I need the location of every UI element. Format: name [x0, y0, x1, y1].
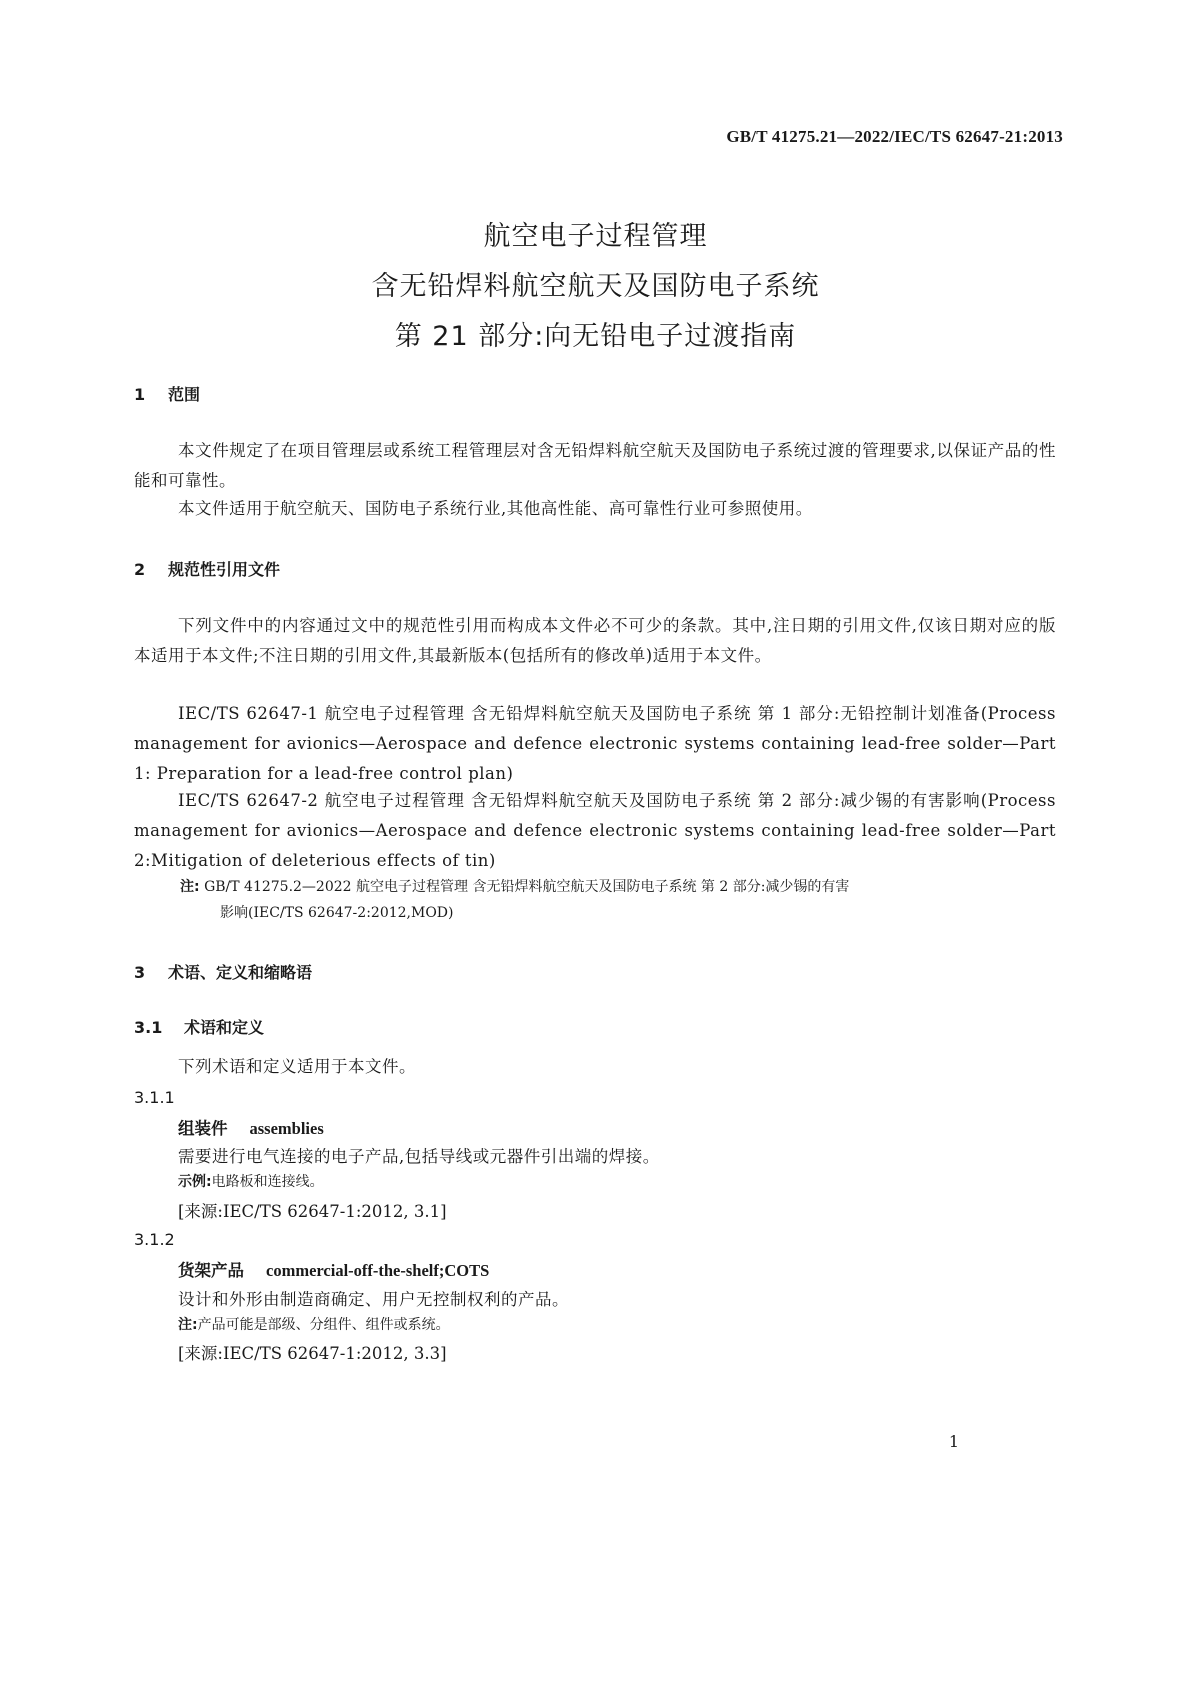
example-text: 电路板和连接线。	[211, 1174, 324, 1190]
terms-intro: 下列术语和定义适用于本文件。	[178, 1057, 416, 1076]
page-number: 1	[948, 1432, 959, 1451]
section-title: 规范性引用文件	[168, 560, 281, 579]
term-source: [来源:IEC/TS 62647-1:2012, 3.3]	[178, 1344, 447, 1363]
note-text-line-2: 影响(IEC/TS 62647-2:2012,MOD)	[220, 905, 454, 921]
term-english: assemblies	[249, 1119, 324, 1138]
section-number: 2	[134, 560, 146, 579]
term-number: 3.1.1	[134, 1088, 175, 1107]
note-text: 产品可能是部级、分组件、组件或系统。	[197, 1317, 450, 1333]
term-chinese: 组装件	[178, 1119, 228, 1138]
note-label: 注:	[178, 1317, 198, 1333]
title-line-3: 第 21 部分:向无铅电子过渡指南	[394, 321, 797, 352]
example-label: 示例:	[178, 1174, 212, 1190]
scope-paragraph-2: 本文件适用于航空航天、国防电子系统行业,其他高性能、高可靠性行业可参照使用。	[178, 499, 813, 518]
section-title: 术语、定义和缩略语	[168, 963, 313, 982]
section-number: 1	[134, 385, 146, 404]
reference-note	[180, 874, 1056, 926]
standard-code: GB/T 41275.21—2022/IEC/TS 62647-21:2013	[726, 127, 1063, 146]
section-title: 范围	[168, 385, 201, 404]
term-example	[178, 1171, 324, 1191]
document-title	[0, 212, 1191, 362]
term-english: commercial-off-the-shelf;COTS	[266, 1261, 490, 1280]
note-text-line-1: GB/T 41275.2—2022 航空电子过程管理 含无铅焊料航空航天及国防电子系统 第 2 部分:减少锡的有害	[204, 879, 850, 895]
reference-item-2: IEC/TS 62647-2 航空电子过程管理 含无铅焊料航空航天及国防电子系统 第 2 部分:减少锡的有害影响(Process management for avionics—Aerospace and defence electronic systems containing lead-free solder—Part 2:Mitigation of deleterious effects of tin)	[134, 791, 1056, 870]
reference-item-1: IEC/TS 62647-1 航空电子过程管理 含无铅焊料航空航天及国防电子系统 第 1 部分:无铅控制计划准备(Process management for avionics—Aerospace and defence electronic systems containing lead-free solder—Part 1: Preparation for a lead-free control plan)	[134, 704, 1056, 783]
term-entry	[178, 1257, 489, 1281]
scope-paragraph-1: 本文件规定了在项目管理层或系统工程管理层对含无铅焊料航空航天及国防电子系统过渡的管理要求,以保证产品的性能和可靠性。	[134, 441, 1056, 490]
term-definition: 设计和外形由制造商确定、用户无控制权利的产品。	[178, 1290, 569, 1309]
title-line-1: 航空电子过程管理	[483, 221, 708, 252]
note-label: 注:	[180, 879, 200, 895]
subsection-3-1-heading	[134, 1015, 264, 1038]
term-chinese: 货架产品	[178, 1261, 244, 1280]
term-number: 3.1.2	[134, 1230, 175, 1249]
section-3-heading	[134, 960, 312, 983]
subsection-title: 术语和定义	[184, 1018, 265, 1037]
section-number: 3	[134, 963, 146, 982]
term-note	[178, 1314, 450, 1334]
section-1-heading	[134, 382, 200, 405]
term-entry	[178, 1115, 324, 1139]
term-source: [来源:IEC/TS 62647-1:2012, 3.1]	[178, 1202, 447, 1221]
section-2-heading	[134, 557, 280, 580]
normative-intro: 下列文件中的内容通过文中的规范性引用而构成本文件必不可少的条款。其中,注日期的引用文件,仅该日期对应的版本适用于本文件;不注日期的引用文件,其最新版本(包括所有的修改单)适用于本文件。	[134, 616, 1056, 665]
term-definition: 需要进行电气连接的电子产品,包括导线或元器件引出端的焊接。	[178, 1147, 660, 1166]
subsection-number: 3.1	[134, 1018, 163, 1037]
title-line-2: 含无铅焊料航空航天及国防电子系统	[371, 271, 820, 302]
